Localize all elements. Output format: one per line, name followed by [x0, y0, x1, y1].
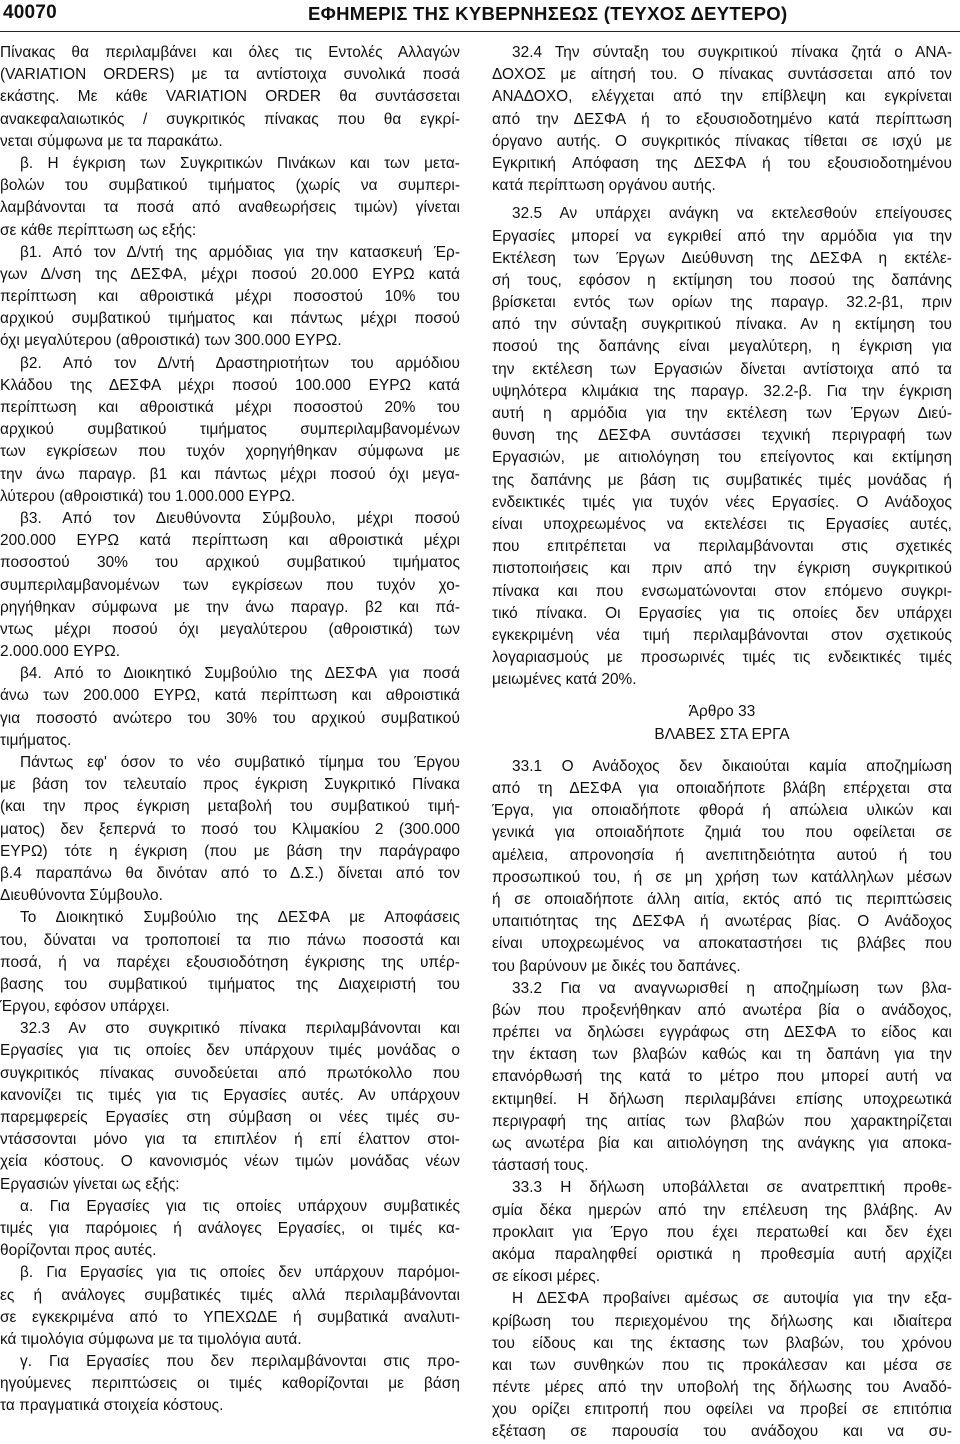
text-line: κατά περίπτωση οργάνου αυτής.: [492, 177, 716, 195]
text-line: β. Η έγκριση των Συγκριτικών Πινάκων και των μετα-: [20, 154, 460, 172]
text-line: ποσού της δαπάνης είναι μεγαλύτερη, η έγκριση για: [492, 338, 952, 356]
text-line: β4. Από το Διοικητικό Συμβούλιο της ΔΕΣΦΑ για ποσά: [20, 665, 460, 683]
section-gap: [492, 691, 952, 701]
text-line: ες ή ανάλογες συμβατικές τιμές αλλά περιλαμβάνονται: [0, 1286, 460, 1304]
text-line: χεία κόστους. Ο κανονισμός νέων τιμών μονάδας νέων: [0, 1153, 460, 1171]
text-line: πίνακα και που ενσωματώνονται στον επόμενο συγκρι-: [492, 582, 952, 600]
text-line: πιστοποιήσεις και πριν από την έγκριση συγκριτικού: [492, 560, 952, 578]
text-line: ρηγήθηκαν σύμφωνα με την άνω παραγρ. β2 και πά-: [0, 598, 460, 616]
text-line: Έργου, εφόσον υπάρχει.: [0, 998, 170, 1016]
text-line: αυτή η αρμόδια για την εκτέλεση των Έργων Διεύ-: [492, 405, 952, 422]
text-line: ή σε οποιαδήποτε άλλη αιτία, εκτός από τις περιπτώσεις: [492, 890, 952, 908]
text-line: συμπεριλαμβανομένων των εγκρίσεων που τυχόν χο-: [0, 576, 460, 594]
text-line: θορίζονται προς αυτές.: [0, 1242, 157, 1260]
text-line: πέντε μέρες από την υποβολή της δήλωσης του Αναδό-: [492, 1379, 952, 1397]
text-line: είναι υποχρεωμένος να εκτελέσει τις Εργασίες αυτές,: [492, 515, 952, 533]
text-line: τικό πίνακα. Οι Εργασίες για τις οποίες δεν υπάρχει: [492, 604, 952, 622]
gazette-title: ΕΦΗΜΕΡΙΣ ΤΗΣ ΚΥΒΕΡΝΗΣΕΩΣ (ΤΕΥΧΟΣ ΔΕΥΤΕΡΟ): [308, 3, 788, 24]
text-line: Εργασιών γίνεται ως εξής:: [0, 1175, 180, 1193]
text-line: υπαιτιότητας της ΔΕΣΦΑ ή ανωτέρας βίας. Ο Ανάδοχος: [492, 913, 952, 931]
text-line: κανονίζει τις τιμές για τις Εργασίες αυτές. Αν υπάρχουν: [0, 1086, 460, 1104]
text-line: ΕΥΡΩ) τότε η έγκριση (που με βάση την παράγραφο: [0, 842, 460, 860]
left-column: [0, 42, 460, 1418]
text-line: εκτιμηθεί. Η δήλωση περιλαμβάνει επίσης υποχρεωτικά: [492, 1090, 952, 1108]
text-line: ΑΝΑΔΟΧΟ, ελέγχεται από την επίβλεψη και εγκρίνεται: [492, 88, 952, 106]
text-line: 33.1 Ο Ανάδοχος δεν δικαιούται καμία αποζημίωση: [512, 757, 952, 775]
text-line: λαμβάνονται τα ποσά από αναθεωρήσεις τιμών) γίνεται: [0, 199, 460, 217]
text-line: ποσοστού 30% του αρχικού συμβατικού τιμήματος: [0, 554, 460, 572]
text-line: της δαπάνης με βάση τις συμβατικές τιμές μονάδας ή: [492, 471, 952, 489]
text-line: (VARIATION ORDERS) με τα αντίστοιχα συνολικά ποσά: [0, 66, 460, 84]
text-line: από την σύνταξη συγκριτικού πίνακα. Αν η εκτίμηση του: [492, 316, 952, 334]
text-line: χου ορίζει επιτροπή που οφείλει να προβεί σε επιτόπια: [492, 1401, 952, 1419]
text-line: ανακεφαλαιωτικός / συγκριτικός πίνακας που θα εγκρί-: [0, 110, 460, 128]
text-line: των εγκρίσεων που τυχόν χορηγήθηκαν σύμφωνα με: [0, 443, 460, 461]
text-line: πρέπει να δηλώσει εγγράφως στη ΔΕΣΦΑ το είδος και: [492, 1024, 952, 1042]
text-line: τα πραγματικά στοιχεία κόστους.: [0, 1397, 224, 1415]
text-line: λύτερου (αθροιστικά) του 1.000.000 ΕΥΡΩ.: [0, 487, 296, 505]
text-line: γενικά για οποιαδήποτε ζημιά του που οφείλεται σε: [492, 824, 952, 842]
text-line: την άνω παραγρ. β1 και πάντως μέχρι ποσού όχι μεγα-: [0, 465, 460, 483]
text-line: βολών του συμβατικού τιμήματος (χωρίς να συμπερι-: [0, 177, 460, 195]
text-line: θυνση της ΔΕΣΦΑ συντάσσει τεχνική περιγραφή των: [492, 427, 952, 445]
text-line: τάστασή τους.: [492, 1157, 589, 1175]
text-line: 32.3 Αν στο συγκριτικό πίνακα περιλαμβάνονται και: [20, 1020, 460, 1038]
section-gap: [492, 746, 952, 756]
text-line: σε είκοσι μέρες.: [492, 1268, 601, 1286]
text-line: ντάσσονται μόνο για τα επιπλέον ή επί έλαττον στοι-: [0, 1131, 460, 1149]
text-line: βρίσκεται εντός των ορίων της παραγρ. 32.2-β1, πριν: [492, 294, 952, 312]
text-line: εκάστης. Με κάθε VARIATION ORDER θα συντάσσεται: [0, 88, 460, 106]
text-line: β2. Από τον Δ/ντή Δραστηριοτήτων του αρμόδιου: [20, 354, 460, 372]
right-column: [492, 42, 952, 1444]
text-line: για ποσοστό ανώτερο του 30% του αρχικού συμβατικού: [0, 709, 460, 727]
text-line: ματος) δεν ξεπερνά το ποσό του Κλιμακίου 2 (300.000: [0, 820, 460, 838]
text-line: όχι μεγαλύτερου (αθροιστικά) των 300.000 ΕΥΡΩ.: [0, 332, 342, 350]
text-line: που επιτρέπεται να περιλαμβάνονται στις σχετικές: [492, 538, 952, 556]
text-line: υψηλότερα κλιμάκια της παραγρ. 32.2-β. Για την έγκριση: [492, 382, 952, 400]
text-line: άνω των 200.000 ΕΥΡΩ, κατά περίπτωση και αθροιστικά: [0, 687, 460, 705]
text-line: και των συνθηκών που τις προκάλεσαν και μέσα σε: [492, 1356, 952, 1374]
text-line: βασης του συμβατικού τιμήματος της Διαχειριστή του: [0, 975, 460, 993]
text-line: Εργασίες για τις οποίες δεν υπάρχουν τιμές μονάδας ο: [0, 1042, 460, 1060]
text-line: βών που προξενήθηκαν από ανωτέρα βία ο ανάδοχος,: [492, 1001, 952, 1019]
text-line: εγκεκριμένη νέα τιμή περιλαμβάνονται στον σχετικούς: [492, 626, 952, 644]
text-line: του, δύναται να τροποποιεί τα πιο πάνω ποσοστά και: [0, 931, 460, 949]
text-line: είναι υποχρεωμένος να αποκαταστήσει τις βλάβες που: [492, 935, 952, 953]
text-line: Πάντως εφ' όσον το νέο συμβατικό τίμημα του Έργου: [20, 754, 460, 771]
text-line: β3. Από τον Διευθύνοντα Σύμβουλο, μέχρι ποσού: [20, 509, 460, 527]
text-line: σε κάθε περίπτωση ως εξής:: [0, 221, 197, 239]
text-line: περίπτωση και αθροιστικά μέχρι ποσοστού 20% του: [0, 399, 460, 416]
text-line: τιμήματος.: [0, 731, 72, 749]
text-line: γων Δ/νση της ΔΕΣΦΑ, μέχρι ποσού 20.000 ΕΥΡΩ κατά: [0, 265, 460, 283]
text-line: 32.5 Αν υπάρχει ανάγκη να εκτελεσθούν επείγουσες: [512, 205, 952, 223]
text-line: εξέταση σε παρουσία του ανάδοχου και να συ-: [492, 1423, 952, 1441]
text-line: προκλαιτ για Έργο που έχει περατωθεί και δεν έχει: [492, 1223, 952, 1241]
text-line: τιμές για παρόμοιες ή ανάλογες Εργασίες, οι τιμές κα-: [0, 1219, 460, 1237]
text-line: όργανο αυτής. Ο συγκριτικός πίνακας τίθεται σε ισχύ με: [492, 132, 952, 150]
text-line: σμία δέκα ημερών από την επέλευση της βλάβης. Αν: [492, 1201, 952, 1219]
text-line: ηγούμενες περιπτώσεις οι τιμές καθορίζονται με βάση: [0, 1375, 460, 1393]
text-line: κά τιμολόγια σύμφωνα με τα τιμολόγια αυτά.: [0, 1330, 302, 1348]
text-line: νεται σύμφωνα με τα παρακάτω.: [0, 132, 223, 150]
text-line: από την ΔΕΣΦΑ ή το εξουσιοδοτημένο κατά περίπτωση: [492, 110, 952, 128]
text-line: 33.3 Η δήλωση υποβάλλεται σε ανατρεπτική προθε-: [512, 1179, 952, 1197]
text-line: ως ανωτέρα βία και αιτιολόγηση της ανάγκης για αποκα-: [492, 1135, 952, 1152]
text-line: Η ΔΕΣΦΑ προβαίνει αμέσως σε αυτοψία για την εξα-: [512, 1290, 952, 1308]
header-rule: [0, 31, 960, 32]
text-line: επανόρθωσή της κατά το μέτρο που μπορεί αυτή να: [492, 1068, 952, 1086]
page-number: 40070: [3, 2, 57, 23]
text-line: β.4 παραπάνω θα δινόταν από το Δ.Σ.) δίνεται από τον: [0, 864, 460, 882]
text-line: κρίβωση του περιεχομένου της δήλωσης και ιδιαίτερα: [492, 1312, 952, 1330]
text-line: την εκτέλεση των Εργασιών δίνεται αντίστοιχα από τα: [492, 360, 952, 378]
text-line: 32.4 Την σύνταξη του συγκριτικού πίνακα ζητά ο ΑΝΑ-: [512, 44, 952, 61]
text-line: σή τους, εφόσον η εκτίμηση του ποσού της δαπάνης: [492, 271, 952, 289]
text-line: περιγραφή της αιτίας των βλαβών που χαρακτηρίζεται: [492, 1112, 952, 1130]
text-line: του βαρύνουν με δικές του δαπάνες.: [492, 957, 741, 975]
text-line: Εκτέλεση των Έργων Διεύθυνση της ΔΕΣΦΑ η εκτέλε-: [492, 249, 952, 267]
text-line: αμέλεια, απρονοησία ή ανεπιτηδειότητα αυτού ή του: [492, 846, 952, 864]
text-line: αρχικού συμβατικού τιμήματος συμπεριλαμβανομένων: [0, 421, 460, 439]
text-line: περίπτωση και αθροιστικά μέχρι ποσοστού 10% του: [0, 288, 460, 306]
text-line: Πίνακας θα περιλαμβάνει και όλες τις Εντολές Αλλαγών: [0, 44, 460, 61]
text-line: 200.000 ΕΥΡΩ κατά περίπτωση και αθροιστικά μέχρι: [0, 532, 460, 550]
text-line: ενδεικτικές τιμές για τυχόν νέες Εργασίες. Ο Ανάδοχος: [492, 493, 952, 511]
text-line: ποσά, ή να παρέχει εξουσιοδότηση έγκρισης της υπέρ-: [0, 953, 460, 971]
article-number: Άρθρο 33: [688, 703, 756, 721]
text-line: προσωπικού του, ή σε μη χρήση των κατάλληλων μέσων: [492, 868, 952, 886]
text-line: του είδους και της έκτασης των βλαβών, του χρόνου: [492, 1334, 952, 1352]
text-line: ΔΟΧΟΣ με αίτησή του. Ο πίνακας συντάσσεται από τον: [492, 66, 952, 84]
text-line: σε εγκεκριμένα από το ΥΠΕΧΩΔΕ ή συμβατικά αναλυτι-: [0, 1308, 460, 1326]
text-line: Το Διοικητικό Συμβούλιο της ΔΕΣΦΑ με Αποφάσεις: [20, 909, 460, 927]
text-line: ντως μέχρι ποσού όχι μεγαλύτερου (αθροιστικά) των: [0, 620, 460, 638]
text-line: Εργασίες μπορεί να εγκριθεί από την αρμόδια για την: [492, 227, 952, 245]
text-line: γ. Για Εργασίες που δεν περιλαμβάνονται στις προ-: [20, 1353, 460, 1371]
text-line: Εργασιών, με αιτιολόγηση του επείγοντος και εκτίμηση: [492, 449, 952, 467]
text-line: την έκταση των βλαβών καθώς και τη δαπάνη για την: [492, 1046, 952, 1064]
text-line: ακόμα παραληφθεί οριστικά η προθεσμία αυτή αρχίζει: [492, 1245, 952, 1263]
text-line: με βάση τον τελευταίο προς έγκριση Συγκριτικό Πίνακα: [0, 776, 460, 794]
text-line: μειωμένες κατά 20%.: [492, 671, 637, 689]
text-line: 33.2 Για να αναγνωρισθεί η αποζημίωση των βλα-: [512, 979, 952, 997]
text-line: παρεμφερείς Εργασίες στη σύμβαση οι νέες τιμές συ-: [0, 1109, 460, 1126]
page-header: [0, 0, 960, 30]
text-line: β1. Από τον Δ/ντή της αρμόδιας για την κατασκευή Έρ-: [20, 243, 460, 261]
text-line: Διευθύνοντα Σύμβουλο.: [0, 887, 163, 905]
text-line: α. Για Εργασίες για τις οποίες υπάρχουν συμβατικές: [20, 1197, 460, 1215]
text-line: από τη ΔΕΣΦΑ για οποιαδήποτε βλάβη επέρχεται στα: [492, 780, 952, 797]
text-line: β. Για Εργασίες για τις οποίες δεν υπάρχουν παρόμοι-: [20, 1264, 460, 1282]
text-line: Έργα, για οποιαδήποτε φθορά ή απώλεια υλικών και: [492, 802, 952, 820]
text-line: Εγκριτική Απόφαση της ΔΕΣΦΑ ή του εξουσιοδοτημένου: [492, 154, 952, 172]
text-line: αρχικού συμβατικού τιμήματος και πάντως μέχρι ποσού: [0, 310, 460, 328]
text-line: λογαριασμούς με προσωρινές τιμές τις ενδεικτικές τιμές: [492, 649, 952, 667]
text-line: (και την προς έγκριση μεταβολή του συμβατικού τιμή-: [0, 798, 460, 816]
text-line: 2.000.000 ΕΥΡΩ.: [0, 643, 121, 661]
text-line: Κλάδου της ΔΕΣΦΑ μέχρι ποσού 100.000 ΕΥΡΩ κατά: [0, 376, 460, 394]
article-title: ΒΛΑΒΕΣ ΣΤΑ ΕΡΓΑ: [654, 725, 790, 743]
text-line: συγκριτικός πίνακας συνοδεύεται από πρωτόκολλο που: [0, 1064, 460, 1082]
